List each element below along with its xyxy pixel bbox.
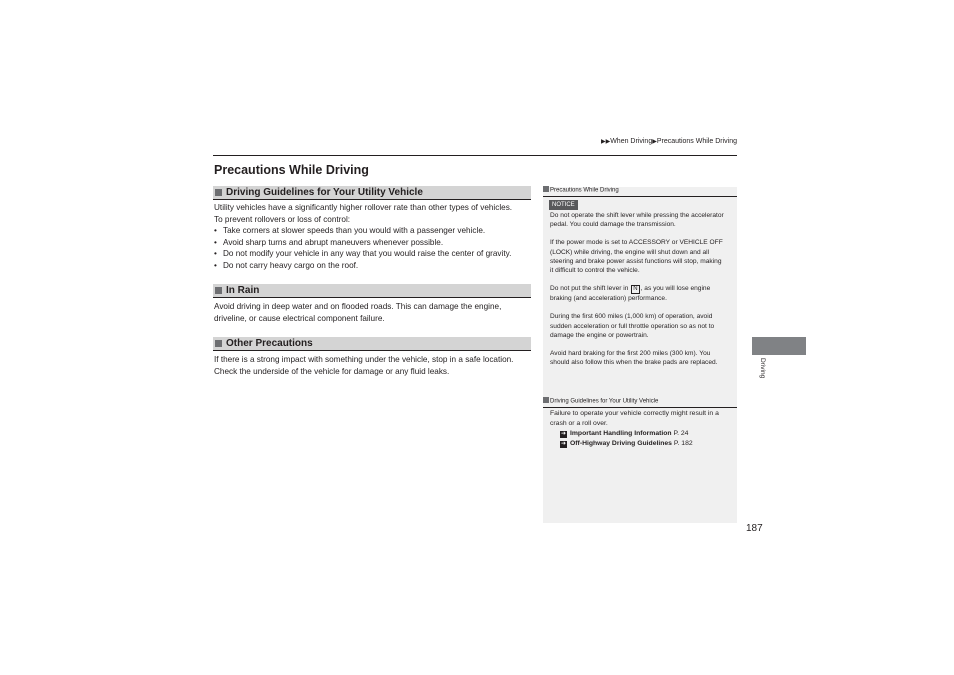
title-rule [213, 155, 737, 156]
paragraph: Do not put the shift lever in N , as you will lose engine braking (and acceleration) performance. [550, 285, 711, 303]
bullet-list [214, 225, 538, 271]
list-item: • Do not modify your vehicle in any way that you would raise the center of gravity. [214, 248, 538, 260]
section-body [214, 354, 534, 377]
notice-text: Do not operate the shift lever while pressing the accelerator pedal. You could damage the transmission. [550, 212, 724, 229]
section-heading: In Rain [213, 284, 531, 298]
notice-badge: NOTICE [549, 200, 578, 210]
note-icon [543, 397, 549, 403]
square-bullet-icon [215, 189, 222, 196]
list-item: • Take corners at slower speeds than you would with a passenger vehicle. [214, 225, 538, 237]
breadcrumb [601, 138, 737, 145]
double-triangle-icon: ▶▶ [600, 139, 611, 145]
paragraph: During the first 600 miles (1,000 km) of operation, avoid sudden acceleration or full throttle operation so as not to damage the engine or powertrain. [550, 313, 715, 339]
section-heading: Driving Guidelines for Your Utility Vehicle [213, 186, 531, 200]
paragraph: Avoid driving in deep water and on flooded roads. This can damage the engine, driveline, or cause electrical component failure. [214, 302, 502, 323]
note-icon [543, 186, 549, 192]
reference-arrow-icon: ➜ [560, 440, 567, 447]
paragraph: To prevent rollovers or loss of control: [214, 214, 351, 224]
section-body [214, 202, 538, 271]
breadcrumb-item[interactable]: Precautions While Driving [656, 138, 737, 145]
note-heading: Driving Guidelines for Your Utility Vehicle [543, 397, 737, 408]
page-number: 187 [746, 523, 763, 534]
section-heading: Other Precautions [213, 337, 531, 351]
note-body [550, 409, 732, 449]
note-heading: Precautions While Driving [543, 186, 737, 197]
square-bullet-icon [215, 340, 222, 347]
chapter-tab[interactable] [752, 337, 806, 355]
breadcrumb-item[interactable]: When Driving [610, 138, 653, 145]
reference-arrow-icon: ➜ [560, 430, 567, 437]
shift-position-n-icon: N [633, 286, 638, 293]
page-title: Precautions While Driving [214, 163, 369, 177]
square-bullet-icon [215, 287, 222, 294]
paragraph: Utility vehicles have a significantly higher rollover rate than other types of vehicles. [214, 203, 513, 212]
list-item: • Avoid sharp turns and abrupt maneuvers whenever possible. [214, 237, 538, 249]
chapter-tab-label: Driving [759, 358, 766, 379]
paragraph: If the power mode is set to ACCESSORY or VEHICLE OFF (LOCK) while driving, the engine will shut down and all steering and brake power assist functions will stop, making it difficult to control the vehicle. [550, 239, 723, 275]
list-item: • Do not carry heavy cargo on the roof. [214, 260, 538, 272]
paragraph: Avoid hard braking for the first 200 miles (300 km). You should also follow this when the brake pads are replaced. [550, 350, 718, 367]
paragraph: If there is a strong impact with something under the vehicle, stop in a safe location. Check the underside of the vehicle for damage or any fluid leaks. [214, 355, 514, 376]
note-body [550, 211, 726, 376]
cross-reference-link[interactable]: ➜ Off-Highway Driving Guidelines P. 182 [560, 440, 693, 447]
cross-reference-link[interactable]: ➜ Important Handling Information P. 24 [560, 430, 689, 437]
triangle-icon: ▶ [652, 139, 657, 145]
section-body [214, 301, 524, 324]
paragraph: Failure to operate your vehicle correctly might result in a crash or a roll over. [550, 410, 719, 427]
